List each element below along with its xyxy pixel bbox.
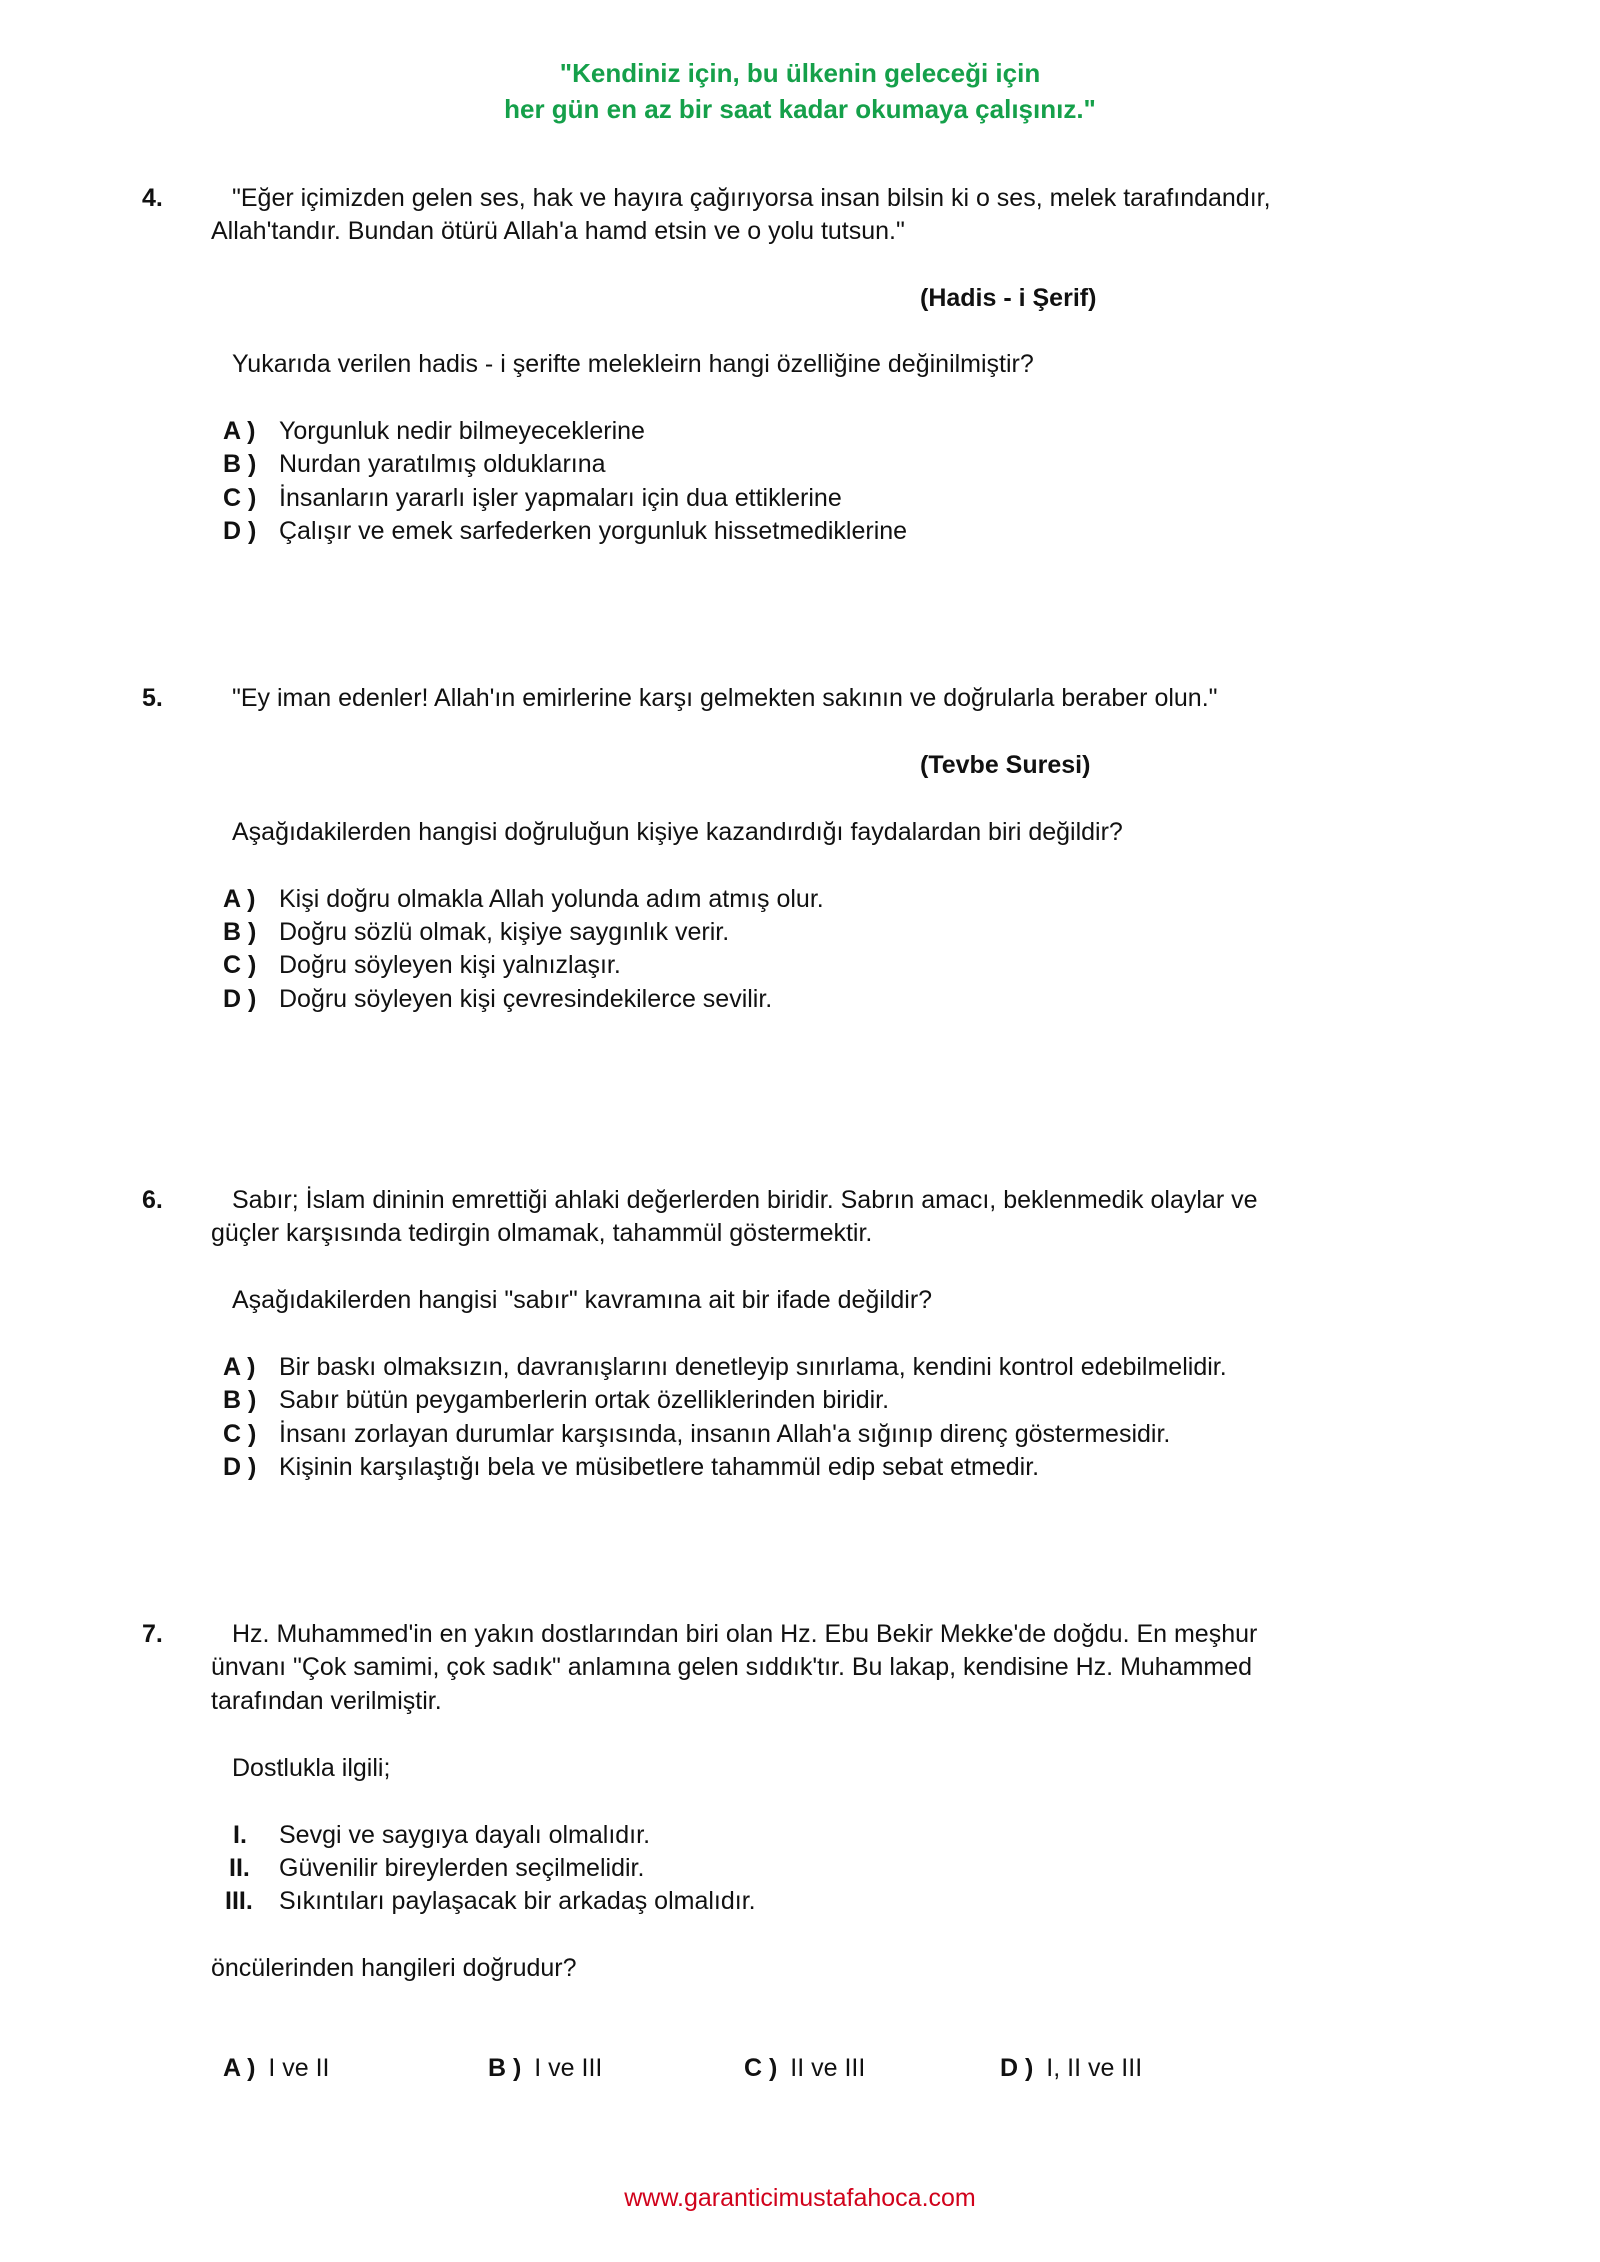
option-letter-a: A ) bbox=[223, 885, 256, 913]
option-letter-a: A ) bbox=[223, 417, 256, 445]
question-text-line: "Ey iman edenler! Allah'ın emirlerine karşı gelmekten sakının ve doğrularla beraber olun." bbox=[232, 684, 1218, 712]
option-text-b: Sabır bütün peygamberlerin ortak özelliklerinden biridir. bbox=[279, 1386, 890, 1414]
statement-roman-1: I. bbox=[233, 1821, 247, 1849]
option-text-a: I ve II bbox=[268, 2054, 330, 2082]
option-d bbox=[1000, 2054, 1142, 2083]
question-number: 6. bbox=[142, 1186, 163, 1214]
statement-roman-2: II. bbox=[229, 1854, 250, 1882]
option-letter-d: D ) bbox=[223, 985, 257, 1013]
option-text-c: Doğru söyleyen kişi yalnızlaşır. bbox=[279, 951, 621, 979]
option-text-b: Doğru sözlü olmak, kişiye saygınlık verir. bbox=[279, 918, 730, 946]
option-letter-b: B ) bbox=[488, 2054, 522, 2082]
option-text-a: Yorgunluk nedir bilmeyeceklerine bbox=[279, 417, 645, 445]
question-prompt: Aşağıdakilerden hangisi doğruluğun kişiye kazandırdığı faydalardan biri değildir? bbox=[232, 818, 1123, 846]
question-number: 5. bbox=[142, 684, 163, 712]
statement-roman-3: III. bbox=[225, 1887, 253, 1915]
question-text-line: Allah'tandır. Bundan ötürü Allah'a hamd etsin ve o yolu tutsun." bbox=[211, 217, 905, 245]
option-letter-c: C ) bbox=[223, 951, 257, 979]
option-text-a: Bir baskı olmaksızın, davranışlarını denetleyip sınırlama, kendini kontrol edebilmelidir. bbox=[279, 1353, 1227, 1381]
option-letter-a: A ) bbox=[223, 1353, 256, 1381]
question-prompt: Yukarıda verilen hadis - i şerifte melekleirn hangi özelliğine değinilmiştir? bbox=[232, 350, 1034, 378]
question-text-line: Sabır; İslam dininin emrettiği ahlaki değerlerden biridir. Sabrın amacı, beklenmedik olaylar ve bbox=[232, 1186, 1258, 1214]
option-a bbox=[223, 2054, 330, 2083]
option-letter-b: B ) bbox=[223, 450, 257, 478]
option-text-b: Nurdan yaratılmış olduklarına bbox=[279, 450, 606, 478]
option-text-c: İnsanı zorlayan durumlar karşısında, insanın Allah'a sığınıp direnç göstermesidir. bbox=[279, 1420, 1171, 1448]
question-intro: Dostlukla ilgili; bbox=[232, 1754, 391, 1782]
option-text-d: Kişinin karşılaştığı bela ve müsibetlere tahammül edip sebat etmedir. bbox=[279, 1453, 1040, 1481]
header-quote-line-2: her gün en az bir saat kadar okumaya çalışınız." bbox=[504, 94, 1096, 124]
option-text-b: I ve III bbox=[534, 2054, 603, 2082]
question-text-line: ünvanı "Çok samimi, çok sadık" anlamına gelen sıddık'tır. Bu lakap, kendisine Hz. Muhammed bbox=[211, 1653, 1253, 1681]
footer-website-link[interactable]: www.garanticimustafahoca.com bbox=[624, 2184, 976, 2212]
question-text-line: Hz. Muhammed'in en yakın dostlarından biri olan Hz. Ebu Bekir Mekke'de doğdu. En meşhur bbox=[232, 1620, 1258, 1648]
option-text-c: II ve III bbox=[790, 2054, 866, 2082]
option-letter-d: D ) bbox=[223, 1453, 257, 1481]
option-letter-d: D ) bbox=[223, 517, 257, 545]
question-source: (Hadis - i Şerif) bbox=[920, 284, 1097, 312]
question-text-line: güçler karşısında tedirgin olmamak, tahammül göstermektir. bbox=[211, 1219, 873, 1247]
option-letter-c: C ) bbox=[744, 2054, 778, 2082]
option-text-c: İnsanların yararlı işler yapmaları için dua ettiklerine bbox=[279, 484, 842, 512]
question-prompt: Aşağıdakilerden hangisi "sabır" kavramına ait bir ifade değildir? bbox=[232, 1286, 933, 1314]
option-text-d: Çalışır ve emek sarfederken yorgunluk hissetmediklerine bbox=[279, 517, 908, 545]
option-text-d: Doğru söyleyen kişi çevresindekilerce sevilir. bbox=[279, 985, 773, 1013]
option-letter-d: D ) bbox=[1000, 2054, 1034, 2082]
question-text-line: tarafından verilmiştir. bbox=[211, 1687, 442, 1715]
statement-text-3: Sıkıntıları paylaşacak bir arkadaş olmalıdır. bbox=[279, 1887, 756, 1915]
option-letter-c: C ) bbox=[223, 1420, 257, 1448]
question-number: 7. bbox=[142, 1620, 163, 1648]
option-letter-c: C ) bbox=[223, 484, 257, 512]
header-quote-line-1: "Kendiniz için, bu ülkenin geleceği için bbox=[559, 58, 1041, 88]
question-prompt: öncülerinden hangileri doğrudur? bbox=[211, 1954, 577, 1982]
question-number: 4. bbox=[142, 184, 163, 212]
option-letter-b: B ) bbox=[223, 1386, 257, 1414]
statement-text-2: Güvenilir bireylerden seçilmelidir. bbox=[279, 1854, 645, 1882]
question-source: (Tevbe Suresi) bbox=[920, 751, 1091, 779]
option-text-a: Kişi doğru olmakla Allah yolunda adım atmış olur. bbox=[279, 885, 824, 913]
option-c bbox=[744, 2054, 865, 2083]
option-text-d: I, II ve III bbox=[1046, 2054, 1143, 2082]
option-letter-a: A ) bbox=[223, 2054, 256, 2082]
statement-text-1: Sevgi ve saygıya dayalı olmalıdır. bbox=[279, 1821, 651, 1849]
question-text-line: "Eğer içimizden gelen ses, hak ve hayıra çağırıyorsa insan bilsin ki o ses, melek tarafındandır, bbox=[232, 184, 1271, 212]
option-letter-b: B ) bbox=[223, 918, 257, 946]
option-b bbox=[488, 2054, 602, 2083]
